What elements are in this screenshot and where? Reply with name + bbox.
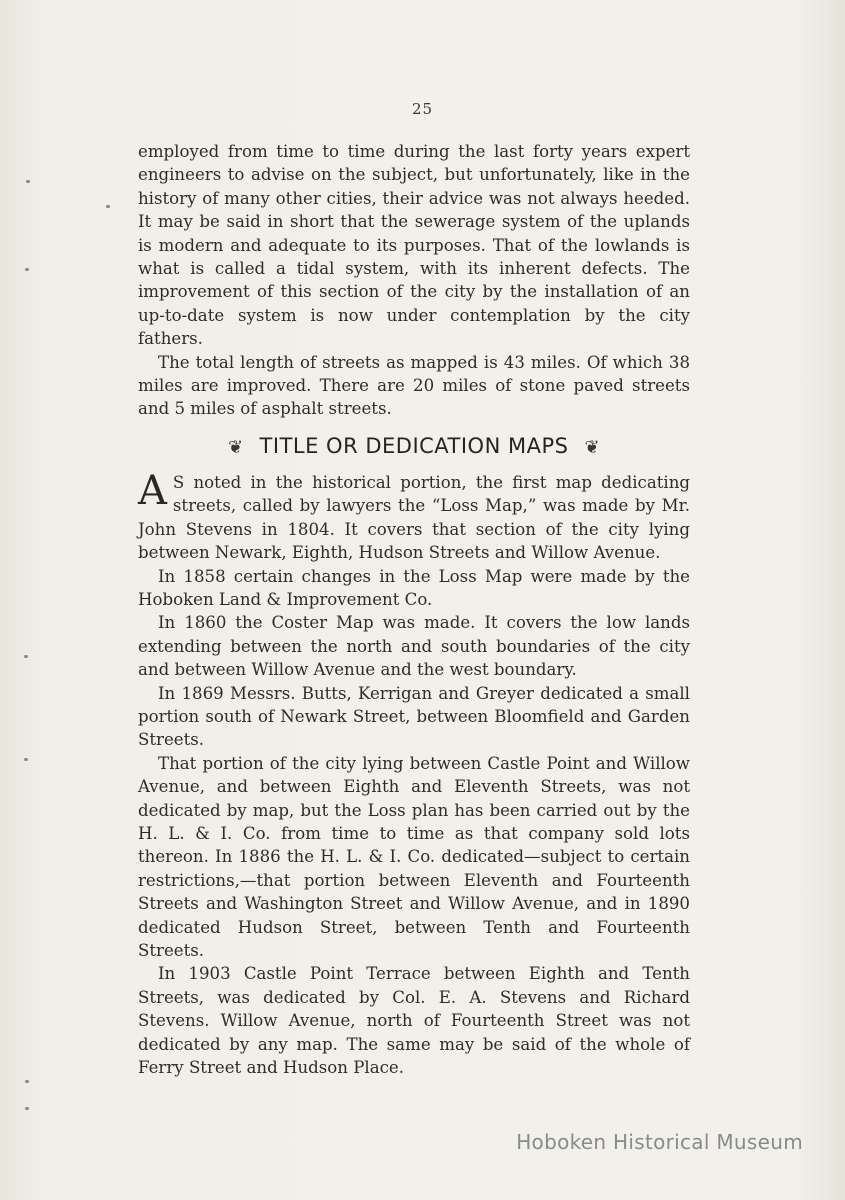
- paragraph: In 1903 Castle Point Terrace between Eighth and Tenth Streets, was dedicated by Col. E. A. Stevens and Richard Stevens. Willow Avenue, north of Fourteenth Street was not dedicated by any map. The same may be said of the whole of Ferry Street and Hudson Place.: [138, 964, 690, 1078]
- page-edge-speck: [25, 268, 29, 271]
- paragraph: That portion of the city lying between Castle Point and Willow Avenue, and between Eighth and Eleventh Streets, was not dedicated by map, but the Loss plan has been carried out by the H. L. & I. Co. from time to time as that company sold lots thereon. In 1886 the H. L. & I. Co. dedicated—subject to certain restrictions,—that portion between Eleventh and Fourteenth Streets and Washington Street and Willow Avenue, and in 1890 dedicated Hudson Street, between Tenth and Fourteenth Streets.: [138, 753, 690, 960]
- fleuron-ornament-icon: ❦: [227, 436, 244, 458]
- paragraph: In 1869 Messrs. Butts, Kerrigan and Greyer dedicated a small portion south of Newark Street, between Bloomfield and Garden Streets.: [138, 683, 690, 750]
- paragraph: In 1860 the Coster Map was made. It covers the low lands extending between the north and south boundaries of the city and between Willow Avenue and the west boundary.: [138, 613, 690, 680]
- page-edge-speck: [25, 1080, 29, 1083]
- page-edge-speck: [106, 205, 110, 208]
- page-edge-speck: [26, 180, 30, 183]
- paragraph: employed from time to time during the last forty years expert engineers to advise on the subject, but unfortunately, like in the history of many other cities, their advice was not always heeded. It may be said in short that the sewerage system of the uplands is modern and adequate to its purposes. That of the lowlands is what is called a tidal system, with its inherent defects. The improvement of this section of the city by the installation of an up-to-date system is now under contemplation by the city fathers.: [138, 142, 690, 349]
- paragraph: The total length of streets as mapped is 43 miles. Of which 38 miles are improved. There are 20 miles of stone paved streets and 5 miles of asphalt streets.: [138, 352, 690, 419]
- drop-cap: A: [138, 467, 167, 514]
- paragraph-with-dropcap: [138, 467, 690, 565]
- fleuron-ornament-icon: ❦: [584, 436, 601, 458]
- page-number: 25: [411, 100, 434, 118]
- paragraph-text: S noted in the historical portion, the first map dedicating streets, called by lawyers the “Loss Map,” was made by Mr. John Stevens in 1804. It covers that section of the city lying between Newark, Eighth, Hudson Streets and Willow Avenue.: [138, 472, 690, 563]
- page-edge-speck: [24, 758, 28, 761]
- page-edge-speck: [24, 655, 28, 658]
- body-text: [138, 140, 690, 1079]
- museum-watermark: Hoboken Historical Museum: [516, 1130, 803, 1154]
- section-heading: [138, 431, 690, 463]
- page-edge-speck: [25, 1107, 29, 1110]
- section-heading-text: TITLE OR DEDICATION MAPS: [259, 433, 569, 458]
- paragraph: In 1858 certain changes in the Loss Map were made by the Hoboken Land & Improvement Co.: [138, 566, 690, 609]
